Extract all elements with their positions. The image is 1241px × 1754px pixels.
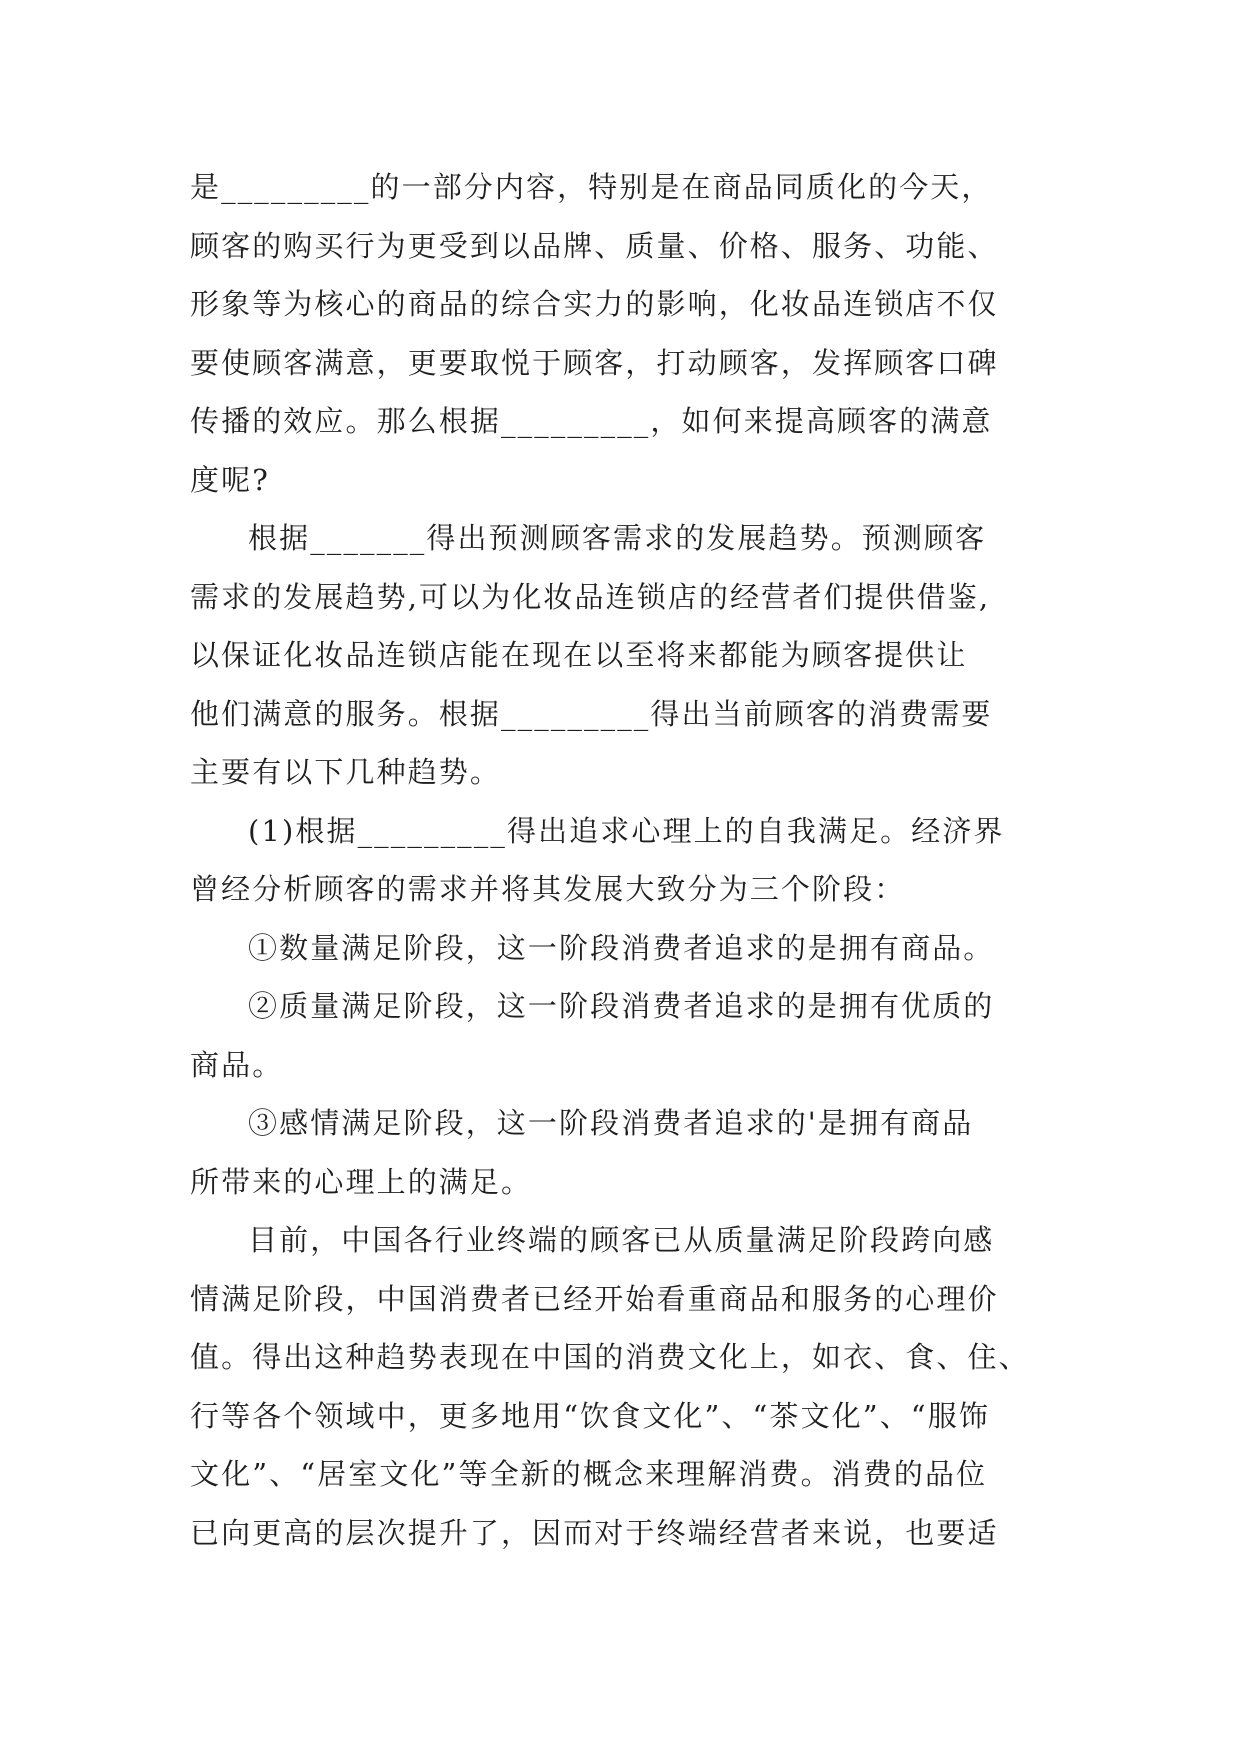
paragraph-1: [190, 158, 1060, 509]
text-line: 目前，中国各行业终端的顾客已从质量满足阶段跨向感: [248, 1223, 995, 1257]
text-line: 已向更高的层次提升了，因而对于终端经营者来说，也要适: [190, 1515, 999, 1550]
text-line: 顾客的购买行为更受到以品牌、质量、价格、服务、功能、: [190, 228, 999, 263]
text-line: 要使顾客满意，更要取悦于顾客，打动顾客，发挥顾客口碑: [190, 345, 999, 380]
text-line: 度呢?: [190, 462, 270, 497]
text-line: 所带来的心理上的满足。: [190, 1164, 533, 1199]
text-line: 他们满意的服务。根据_________得出当前顾客的消费需要: [190, 696, 993, 731]
text-line: 是_________的一部分内容，特别是在商品同质化的今天，: [190, 170, 993, 204]
text-line: ③感情满足阶段，这一阶段消费者追求的'是拥有商品: [248, 1106, 974, 1140]
paragraph-6: [190, 1094, 1060, 1211]
text-line: 根据_______得出预测顾客需求的发展趋势。预测顾客: [248, 521, 987, 555]
document-page: [190, 158, 1060, 1562]
paragraph-4: [190, 919, 1060, 978]
text-line: 曾经分析顾客的需求并将其发展大致分为三个阶段：: [190, 872, 906, 906]
text-line: 商品。: [190, 1047, 284, 1082]
text-line: 值。得出这种趋势表现在中国的消费文化上，如衣、食、住、: [190, 1340, 1030, 1374]
text-line: 情满足阶段，中国消费者已经开始看重商品和服务的心理价: [190, 1281, 999, 1316]
text-line: 传播的效应。那么根据_________，如何来提高顾客的满意: [190, 404, 993, 438]
text-line: 需求的发展趋势,可以为化妆品连锁店的经营者们提供借鉴,: [190, 579, 991, 614]
text-line: 主要有以下几种趋势。: [190, 755, 502, 789]
text-line: ②质量满足阶段，这一阶段消费者追求的是拥有优质的: [248, 989, 995, 1023]
paragraph-2: [190, 509, 1060, 802]
text-line: 形象等为核心的商品的综合实力的影响，化妆品连锁店不仅: [190, 287, 999, 321]
text-line: 以保证化妆品连锁店能在现在以至将来都能为顾客提供让: [190, 638, 968, 672]
text-line: ①数量满足阶段，这一阶段消费者追求的是拥有商品。: [248, 930, 995, 965]
paragraph-7: [190, 1211, 1060, 1562]
paragraph-5: [190, 977, 1060, 1094]
text-line: 文化”、“居室文化”等全新的概念来理解消费。消费的品位: [190, 1457, 988, 1491]
text-line: (1)根据_________得出追求心理上的自我满足。经济界: [248, 813, 1005, 848]
text-line: 行等各个领域中，更多地用“饮食文化”、“茶文化”、“服饰: [190, 1398, 990, 1433]
paragraph-3: [190, 802, 1060, 919]
